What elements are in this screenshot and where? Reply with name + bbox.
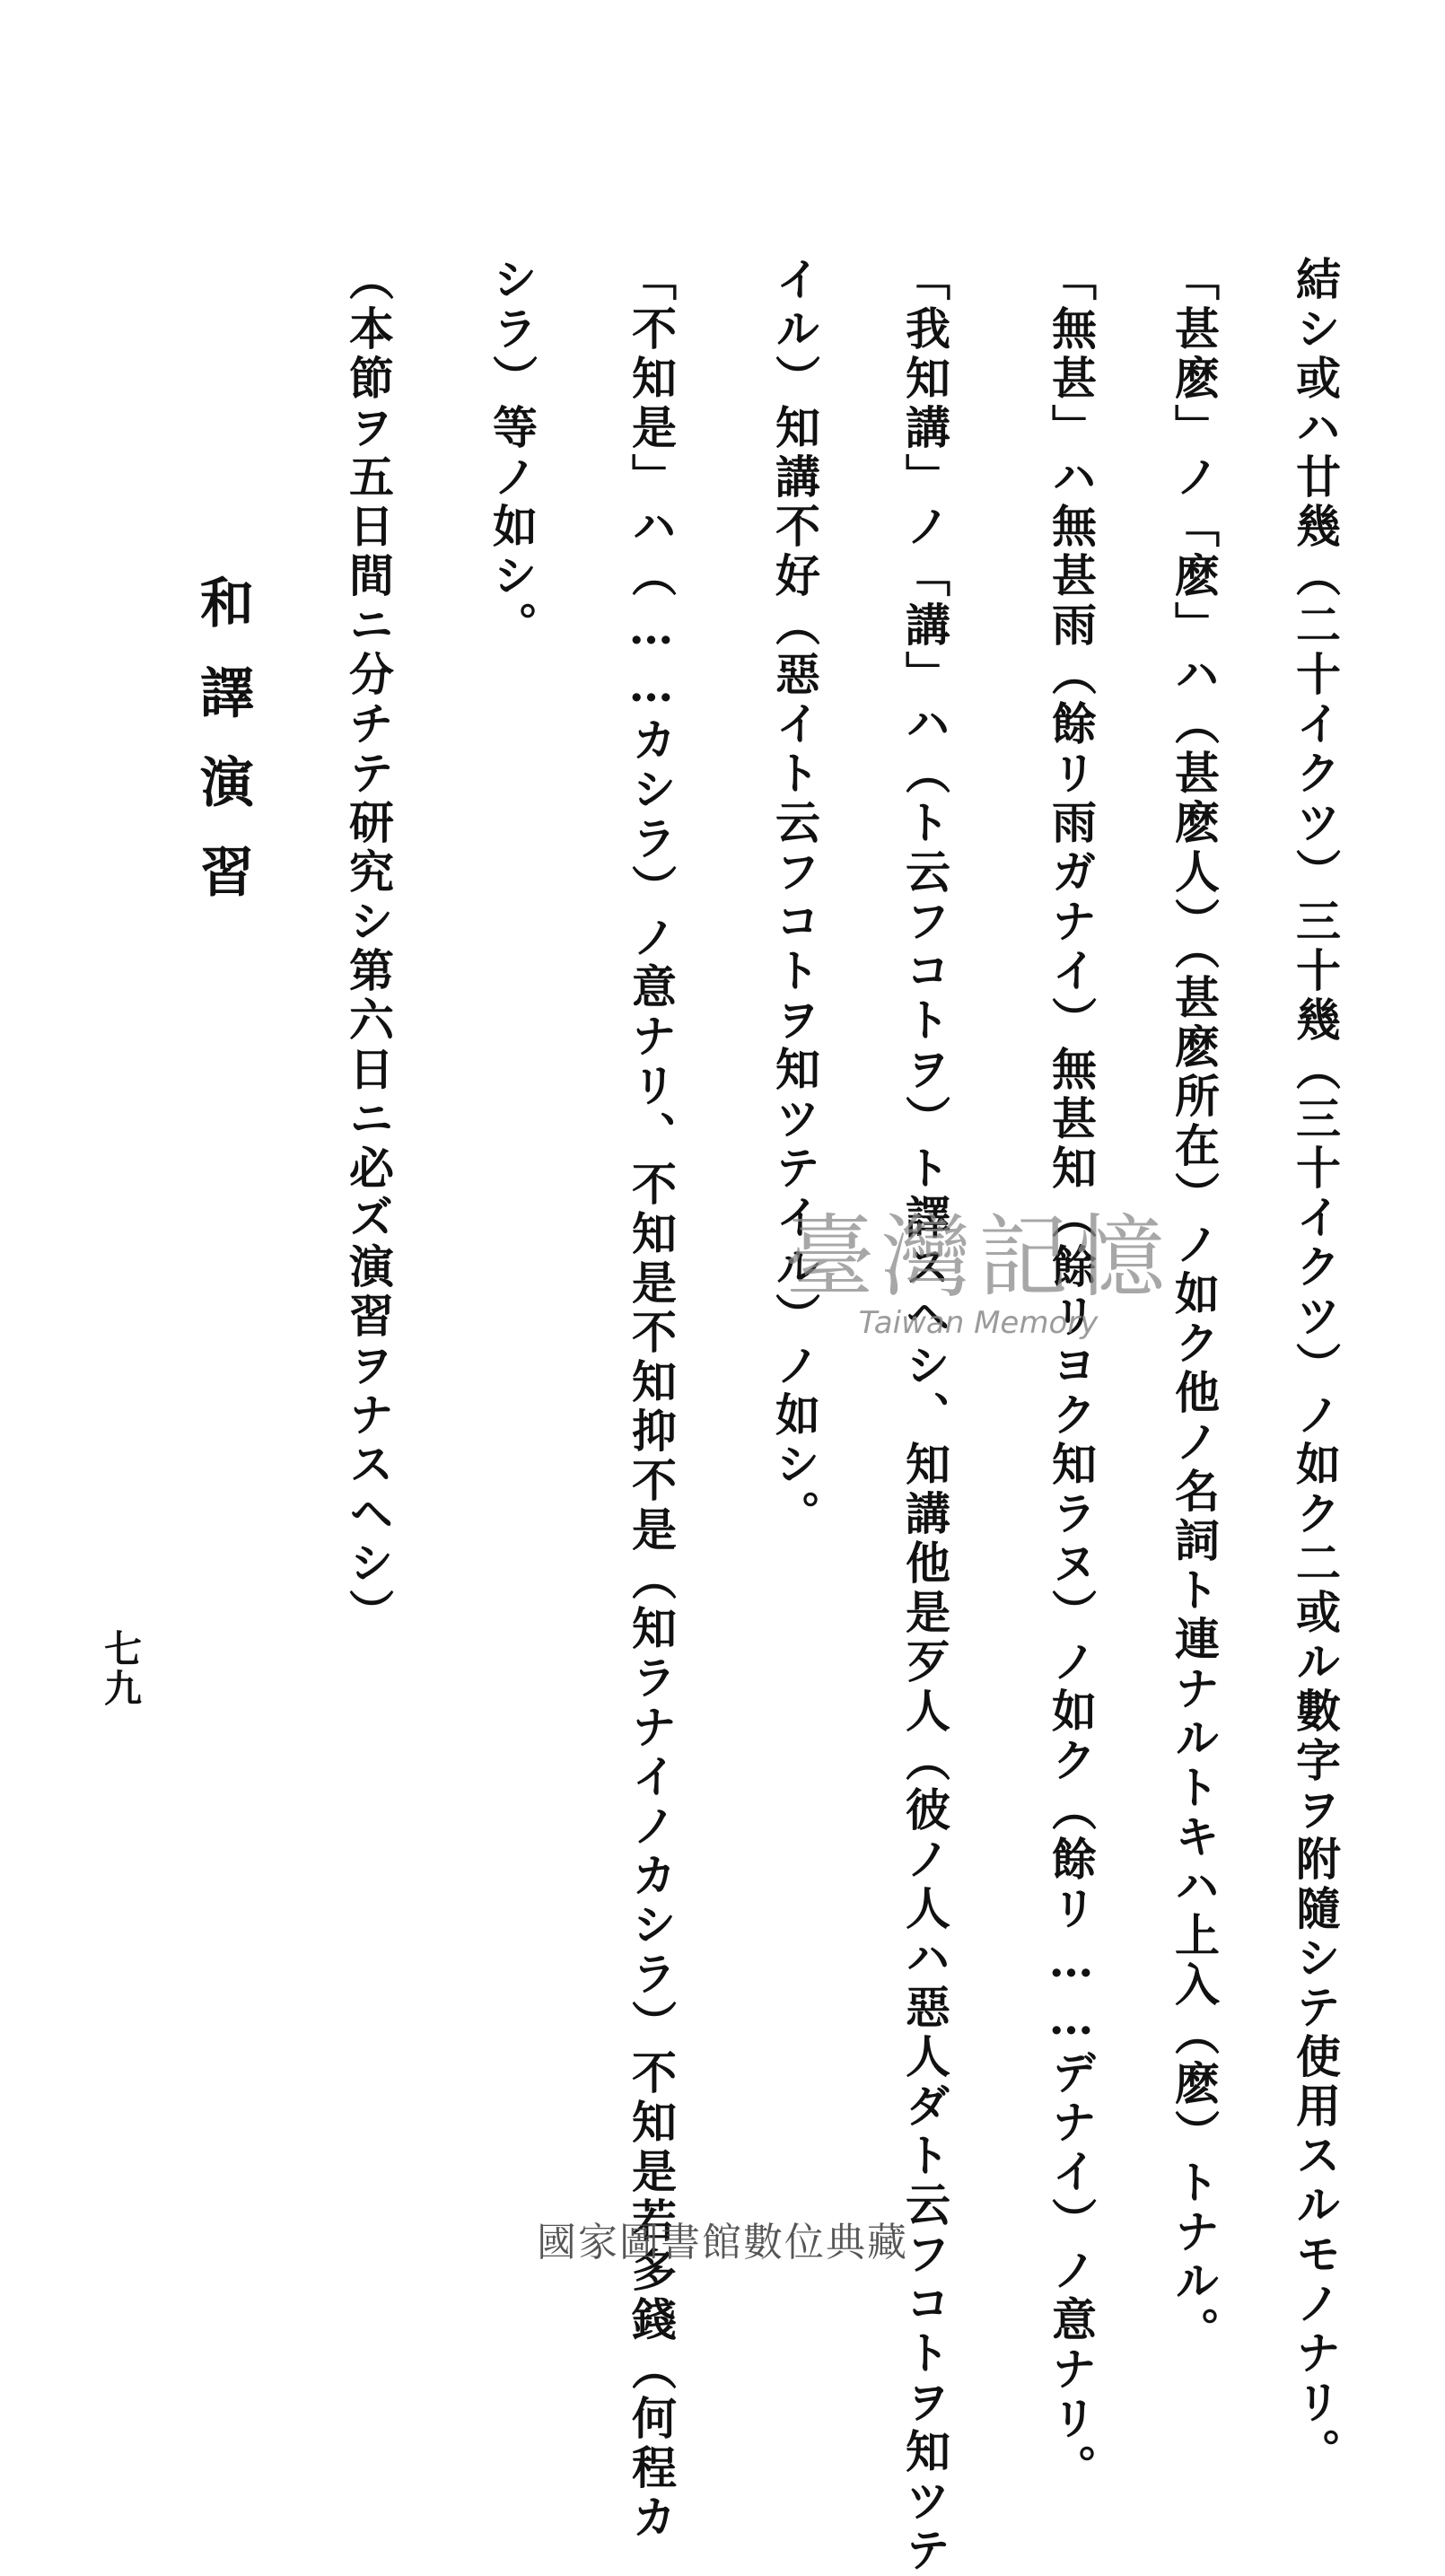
text-column-6: 「不知是」ハ（……カシラ）ノ意ナリ、不知是不知抑不是（知ラナイノカシラ）不知是若多錢（何程カ <box>625 256 678 2543</box>
text-column-4: 「我知講」ノ「講」ハ（ト云フコトヲ）ト譯スヘシ、知講他是歹人（彼ノ人ハ惡人ダト云フコトヲ知ツテ <box>898 256 951 2576</box>
text-column-3: 「無甚」ハ無甚雨（餘リ雨ガナイ）無甚知（餘リヨク知ラヌ）ノ如ク（餘リ……デナイ）ノ意ナリ。 <box>1045 256 1098 2493</box>
footer-credit: 國家圖書館數位典藏 <box>537 2220 908 2265</box>
text-column-1: 結シ或ハ廿幾（二十イクツ）三十幾（三十イクツ）ノ如ク二或ル數字ヲ附隨シテ使用スルモノナリ。 <box>1289 256 1342 2477</box>
watermark-sub: Taiwan Memory <box>858 1305 1099 1341</box>
page-number: 七九 <box>99 1629 143 1708</box>
text-column-5: イル）知講不好（惡イト云フコトヲ知ツテイル）ノ如シ。 <box>768 256 821 1539</box>
text-column-8: （本節ヲ五日間ニ分チテ研究シ第六日ニ必ズ演習ヲナスヘシ） <box>342 256 395 1638</box>
running-title: 和譯演習 <box>191 574 254 933</box>
text-column-2: 「甚麽」ノ「麽」ハ（甚麽人）（甚麽所在）ノ如ク他ノ名詞ト連ナルトキハ上入（麽）トナル。 <box>1168 256 1221 2356</box>
watermark-main: 臺灣記憶 <box>784 1205 1172 1310</box>
text-column-7: シラ）等ノ如シ。 <box>486 256 539 651</box>
watermark <box>754 1185 1203 1341</box>
